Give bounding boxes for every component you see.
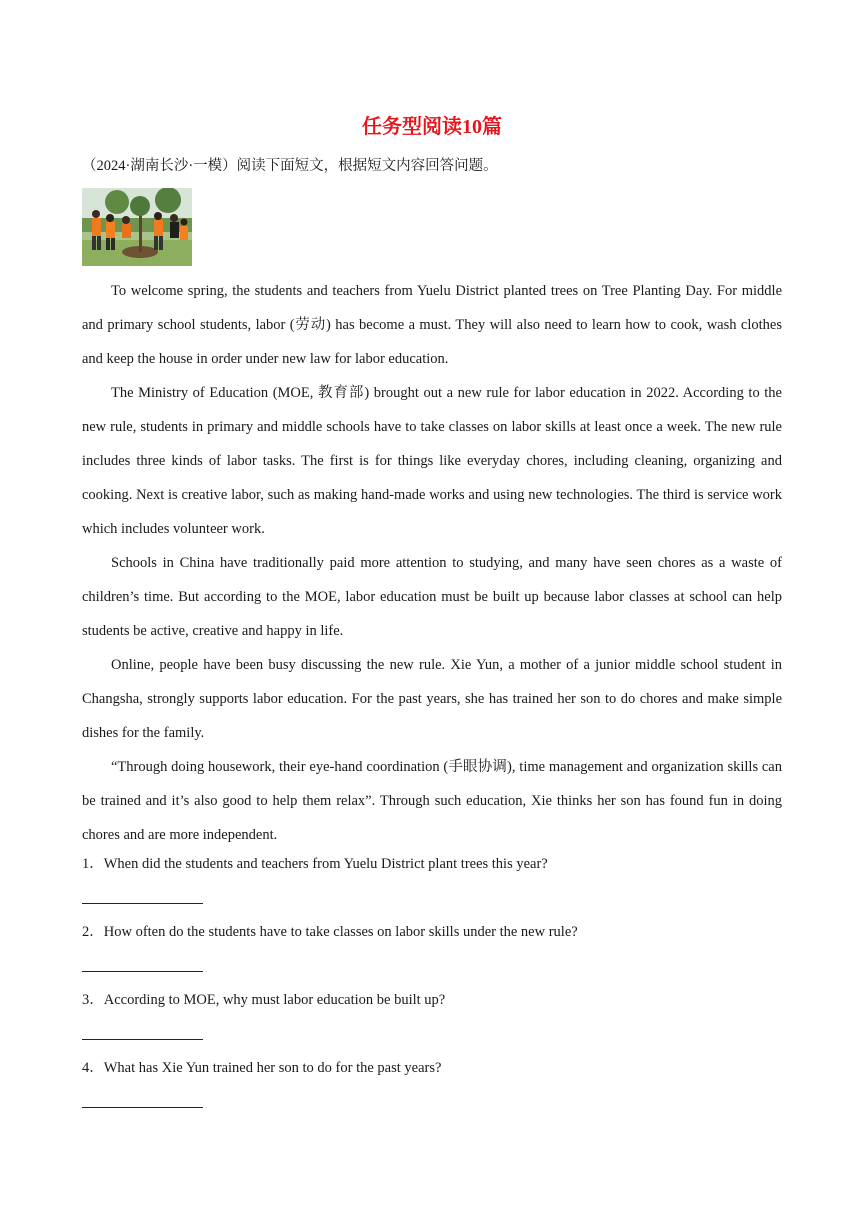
passage-paragraph-1: To welcome spring, the students and teachers from Yuelu District planted trees on Tree Planting Day. For middle and primary school students, labor (劳动) has become a must. They will also need to learn how to cook, wash clothes and keep the house in order under new law for labor education.: [82, 283, 782, 367]
page-title: 任务型阅读10篇: [362, 116, 502, 138]
answer-blank[interactable]: [82, 1039, 203, 1040]
passage-paragraph-4: Online, people have been busy discussing the new rule. Xie Yun, a mother of a junior middle school student in Changsha, strongly supports labor education. For the past years, she has trained her son to do chores and make simple dishes for the family.: [82, 657, 782, 741]
passage-paragraph-3: Schools in China have traditionally paid more attention to studying, and many have seen chores as a waste of children’s time. But according to the MOE, labor education must be built up because labor classes at school can help students be active, creative and happy in life.: [82, 555, 782, 639]
answer-blank[interactable]: [82, 971, 203, 972]
question-item: [82, 1051, 782, 1119]
question-text: 4．What has Xie Yun trained her son to do for the past years?: [82, 1060, 442, 1076]
question-text: 1．When did the students and teachers from Yuelu District plant trees this year?: [82, 856, 548, 872]
source-line: （2024·湖南长沙·一模）阅读下面短文，根据短文内容回答问题。: [82, 158, 498, 174]
question-text: 2．How often do the students have to take classes on labor skills under the new rule?: [82, 924, 578, 940]
question-list: [82, 847, 782, 1119]
question-item: [82, 983, 782, 1051]
tree-planting-photo: [82, 188, 192, 266]
question-item: [82, 847, 782, 915]
reading-passage: [82, 274, 782, 852]
passage-paragraph-5: “Through doing housework, their eye-hand coordination (手眼协调), time management and organization skills can be trained and it’s also good to help them relax”. Through such education, Xie thinks her son has found fun in doing chores and are more independent.: [82, 759, 782, 843]
passage-paragraph-2: The Ministry of Education (MOE, 教育部) brought out a new rule for labor education in 2022. According to the new rule, students in primary and middle schools have to take classes on labor skills at least once a week. The new rule includes three kinds of labor tasks. The first is for things like everyday chores, including cleaning, organizing and cooking. Next is creative labor, such as making hand-made works and using new technologies. The third is service work which includes volunteer work.: [82, 385, 782, 537]
question-item: [82, 915, 782, 983]
answer-blank[interactable]: [82, 1107, 203, 1108]
question-text: 3．According to MOE, why must labor education be built up?: [82, 992, 446, 1008]
answer-blank[interactable]: [82, 903, 203, 904]
